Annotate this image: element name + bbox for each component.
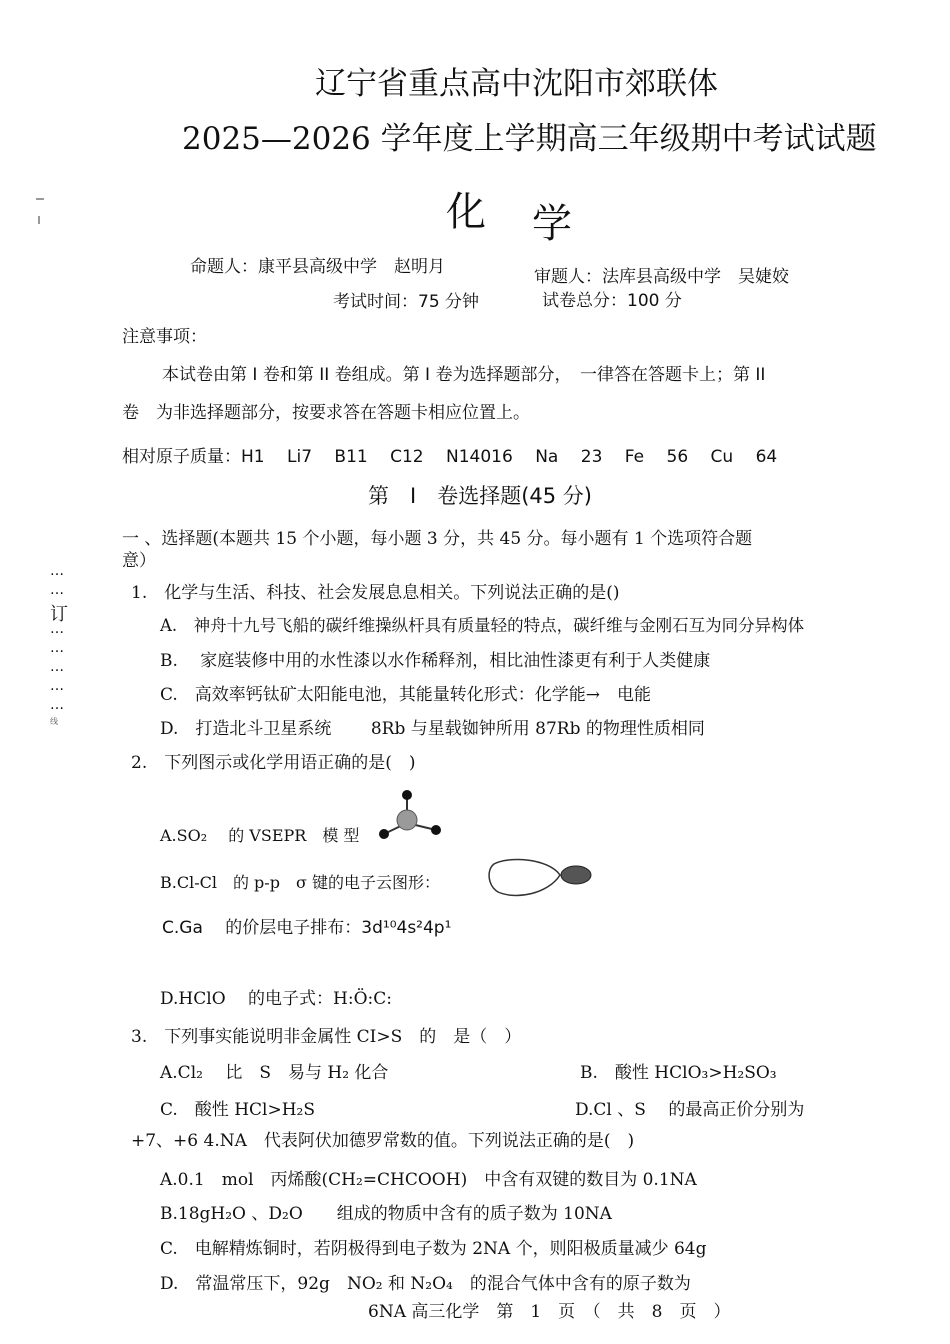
scan-mark (38, 216, 46, 224)
q3-option-d: D.Cl 、S 的最高正价分别为 (575, 1100, 805, 1120)
q4-option-d: D. 常温常压下，92g NO₂ 和 N₂O₄ 的混合气体中含有的原子数为 (160, 1274, 691, 1294)
q3-stem: 3. 下列事实能说明非金属性 CI>S 的 是（ ） (131, 1027, 522, 1047)
notice-heading: 注意事项： (122, 327, 207, 347)
exam-title-line2: 2025—2026 学年度上学期高三年级期中考试试题 (182, 121, 877, 157)
page-footer: 6NA 高三化学 第 1 页 （ 共 8 页 ） (368, 1302, 731, 1322)
q2-option-b: B.Cl-Cl 的 p-p σ 键的电子云图形： (160, 873, 440, 892)
q1-option-c: C. 高效率钙钛矿太阳能电池，其能量转化形式：化学能→ 电能 (160, 685, 652, 705)
binding-dots-bottom: … … … … … (50, 621, 64, 713)
q4-stem: +7、+6 4.NA 代表阿伏加德罗常数的值。下列说法正确的是( ) (131, 1131, 635, 1151)
section-instructions-2: 意） (122, 551, 156, 571)
exam-title-line1: 辽宁省重点高中沈阳市郊联体 (315, 66, 718, 102)
binding-dots-top: … … (50, 563, 64, 598)
q1-option-b: B. 家庭装修中用的水性漆以水作稀释剂，相比油性漆更有利于人类健康 (160, 651, 711, 671)
q2-stem: 2. 下列图示或化学用语正确的是( ) (131, 753, 416, 773)
binding-char-xian: 线 (50, 717, 58, 726)
p-p-sigma-bond-cloud-image (486, 854, 598, 898)
q1-option-d: D. 打造北斗卫星系统 8Rb 与星载铷钟所用 87Rb 的物理性质相同 (160, 719, 705, 739)
q1-option-a: A. 神舟十九号飞船的碳纤维操纵杆具有质量轻的特点，碳纤维与金刚石互为同分异构体 (160, 616, 805, 635)
atomic-mass-line: 相对原子质量：H1 Li7 B11 C12 N14016 Na 23 Fe 56 Cu 64 (122, 447, 778, 467)
reviewer-line: 审题人：法库县高级中学 吴婕姣 (534, 267, 789, 287)
q2-option-a: A.SO₂ 的 VSEPR 模 型 (160, 826, 360, 845)
q1-stem: 1. 化学与生活、科技、社会发展息息相关。下列说法正确的是() (131, 583, 620, 603)
exam-time: 考试时间：75 分钟 (333, 292, 480, 312)
q3-option-a: A.Cl₂ 比 S 易与 H₂ 化合 (160, 1063, 389, 1083)
q3-option-c: C. 酸性 HCl>H₂S (160, 1100, 316, 1120)
section-title: 第 I 卷选择题(45 分) (368, 484, 592, 508)
subject-char-1: 化 (446, 189, 486, 235)
q2-option-c: C.Ga 的价层电子排布：3d¹⁰4s²4p¹ (162, 918, 452, 938)
section-instructions-1: 一 、选择题(本题共 15 个小题，每小题 3 分，共 45 分。每小题有 1 个选项符合题 (122, 529, 753, 549)
notice-line-2: 卷 为非选择题部分，按要求答在答题卡相应位置上。 (122, 403, 530, 423)
q4-option-b: B.18gH₂O 、D₂O 组成的物质中含有的质子数为 10NA (160, 1204, 612, 1224)
total-score: 试卷总分：100 分 (542, 291, 682, 311)
author-line: 命题人：康平县高级中学 赵明月 (190, 257, 445, 277)
notice-line-1: 本试卷由第 I 卷和第 II 卷组成。第 I 卷为选择题部分， 一律答在答题卡上；第 II (162, 365, 766, 385)
q4-option-a: A.0.1 mol 丙烯酸(CH₂=CHCOOH) 中含有双键的数目为 0.1NA (160, 1170, 697, 1190)
scan-mark (36, 198, 44, 200)
subject-char-2: 学 (532, 201, 572, 247)
q2-option-d: D.HClO 的电子式：H:Ö:C: (160, 989, 392, 1009)
q3-option-b: B. 酸性 HClO₃>H₂SO₃ (580, 1063, 777, 1083)
q4-option-c: C. 电解精炼铜时，若阴极得到电子数为 2NA 个，则阳极质量减少 64g (160, 1239, 707, 1259)
binding-char-ding: 订 (50, 604, 68, 625)
so2-vsepr-model-image (376, 782, 448, 844)
